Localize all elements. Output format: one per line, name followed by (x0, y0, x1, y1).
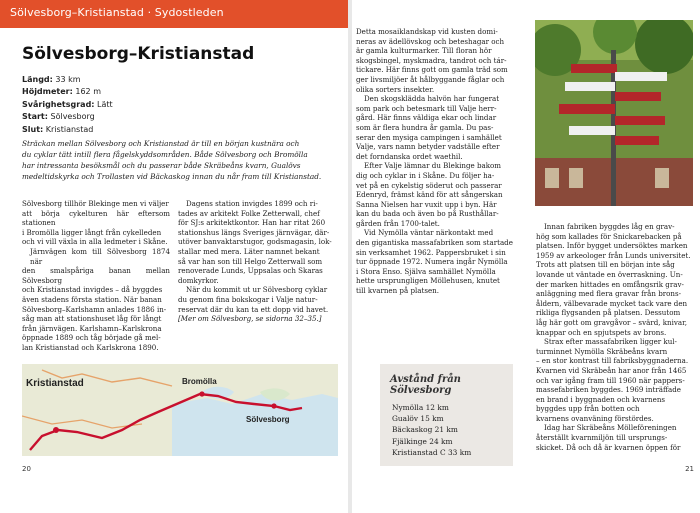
text-line: låg här gott om gravgåvor – svärd, knivar, (536, 317, 687, 327)
text-line: byggdes upp från botten och (536, 404, 640, 414)
photo-sign (565, 82, 615, 91)
body-column-2 (178, 199, 336, 324)
page-number: 20 (22, 465, 31, 473)
distance-item: Fjälkinge 24 km (392, 436, 453, 446)
article-title: Sölvesborg–Kristianstad (22, 44, 255, 64)
fact-value: Sölvesborg (50, 112, 95, 122)
intro-paragraph (22, 138, 328, 182)
city-marker (199, 391, 204, 396)
text-line: åldern, välbevarade mycket tack vare den (536, 298, 688, 308)
text-line: såg man att stationshuset låg för långt (22, 314, 162, 324)
section-header-bar (0, 0, 348, 28)
text-line: hette ursprungligen Möllehusen, knutet (356, 276, 500, 286)
text-line: och Kristianstad invigdes – då byggdes (22, 285, 163, 295)
text-line: rikliga flygsanden på platsen. Dessutom (536, 308, 681, 318)
text-line: Strax efter massafabriken ligger kul- (544, 337, 677, 347)
photo-sign (571, 64, 617, 73)
text-line: serar den mysiga campingen i samhället (356, 132, 502, 142)
text-line: Detta mosaiklandskap vid kusten domi- (356, 27, 498, 36)
fact-row (22, 74, 113, 86)
text-line: hög som kallades för Snickarebacken på (536, 231, 682, 241)
text-line: även stadens första station. När banan (22, 294, 162, 304)
fact-label: Slut: (22, 124, 44, 134)
text-line: der marken hittades en omfångsrik grav- (536, 279, 684, 289)
text-line: Kvarnen vid Skräbeån har anor från 1465 (536, 365, 687, 375)
text-line: Sölvesborg tillhör Blekinge men vi väljer (22, 199, 169, 208)
intro-line: du cyklar tätt intill flera fågelskyddsområden. Både Sölvesborg och Bromölla (22, 150, 308, 159)
text-line: Sanna Nielsen har vuxit upp i byn. Här (356, 199, 497, 209)
text-line: återställt kvarnmiljön till ursprungs- (536, 433, 668, 443)
fact-row (22, 86, 113, 98)
text-line: du genom fina bokskogar i Valje natur- (178, 294, 318, 304)
distance-item: Nymölla 12 km (392, 403, 449, 412)
text-line: massefabriken byggdes. 1969 inträffade (536, 385, 681, 395)
text-line: Järnvägen kom till Sölvesborg 1874 när (30, 246, 170, 266)
intro-line: har intressanta besöksmål och du passerar både Skräbeåns kvarn, Gualövs (22, 161, 301, 170)
text-line: lovande ut väntade en överraskning. Un- (536, 269, 683, 279)
map-label-bromolla: Bromölla (182, 377, 217, 386)
body-column-1 (22, 199, 170, 353)
fact-row (22, 111, 113, 123)
photo-sign (569, 126, 615, 135)
text-line: Trots att platsen till en början inte såg (536, 260, 675, 270)
map-label-solvesborg: Sölvesborg (246, 415, 290, 424)
city-marker (271, 403, 276, 408)
photo-sign (615, 92, 661, 101)
text-line: tur öppnade 1972. Numera ingår Nymölla (356, 257, 508, 267)
text-line: dig och cyklar in i Skåne. Du följer ha- (356, 170, 495, 180)
text-line: den smalspåriga banan mellan Sölvesborg (22, 266, 170, 285)
fact-value: Lätt (97, 99, 113, 109)
right-page (352, 0, 700, 513)
text-line: neras av ädellövskog och beteshagar och (356, 36, 505, 46)
fact-label: Svårighetsgrad: (22, 99, 95, 109)
text-line: olika sorters insekter. (356, 84, 435, 94)
fact-label: Start: (22, 112, 48, 122)
map-label-kristianstad: Kristianstad (26, 378, 84, 389)
intro-line: Sträckan mellan Sölvesborg och Kristianstad är till en början kustnära och (22, 139, 300, 148)
city-marker (53, 427, 59, 433)
photo-window (569, 168, 583, 188)
text-line: Idag har Skräbeåns Mölleföreningen (544, 423, 677, 433)
route-map-svg (22, 364, 338, 456)
text-line: [Mer om Sölvesborg, se sidorna 32–35.] (178, 314, 322, 324)
text-line: att börja cykelturen här eftersom stationen (22, 208, 170, 228)
text-line: från järnvägen. Karlshamn–Karlskrona (22, 323, 162, 333)
photo-sign (615, 116, 665, 125)
text-line: utöver banvaktarstugor, godsmagasin, lok- (178, 237, 332, 247)
text-line: tickare. Här finns gott om gamla träd som (356, 65, 508, 75)
left-page (0, 0, 348, 513)
text-line: som är flera hundra år gamla. Du pas- (356, 122, 494, 132)
text-line: platsen. Inför bygget undersöktes marken (536, 241, 688, 251)
text-line: Sölvesborg–Karlshamn anlades 1886 in- (22, 304, 167, 314)
text-line: – en stor kontrast till fabriksbyggnaderna. (536, 356, 689, 366)
text-line: och vi vill växla in alla ledmeter i Skåne. (22, 237, 168, 247)
body-column-1 (356, 27, 520, 296)
photo-sign (615, 136, 659, 145)
text-line: som park och betesmark till Valje herr- (356, 103, 497, 113)
text-line: reservat där du kan ta ett dopp vid havet. (178, 304, 329, 314)
text-line: stationshus längs Sveriges järnvägar, där- (178, 227, 330, 237)
distance-item: Gualöv 15 km (392, 414, 444, 424)
text-line: stallar med mera. Läter namnet bekant (178, 246, 320, 256)
text-line: renoverade Lunds, Uppsalas och Skaras (178, 266, 323, 276)
text-line: den gigantiska massafabriken som startade (356, 238, 513, 248)
text-line: sin verksamhet 1962. Pappersbruket i sin (356, 247, 506, 257)
text-line: kvarnens ovanväning förstördes. (536, 413, 654, 423)
text-line: skicket. Då och då är kvarnen öppen för (536, 442, 681, 452)
section-header-title: Sölvesborg–Kristianstad · Sydostleden (10, 6, 224, 19)
text-line: lan Kristianstad och Karlskrona 1890. (22, 342, 159, 352)
text-line: i Stora Enso. Själva samhället Nymölla (356, 266, 496, 276)
intro-line: medeltidskyrka och Trollasten vid Bäckaskog innan du når fram till Kristianstad. (22, 172, 322, 181)
fact-row (22, 99, 113, 111)
text-line: 1959 av arkeologer från Lunds universitet. (536, 250, 691, 260)
text-line: Den skogsklädda halvön har fungerat (364, 94, 500, 104)
fact-value: 33 km (55, 75, 81, 84)
fact-label: Längd: (22, 75, 53, 84)
text-line: är gamla kulturmarker. Till floran hör (356, 46, 492, 56)
text-line: Innan fabriken byggdes låg en grav- (544, 222, 675, 231)
text-line: Edenryd, främst känd för att sångerskan (356, 190, 503, 200)
distance-list (392, 402, 471, 458)
signpost-photo-svg (535, 20, 693, 206)
text-line: till kvarnen på platsen. (356, 286, 440, 296)
text-line: När du kommit ut ur Sölvesborg cyklar (186, 285, 328, 295)
text-line: Valje, vars namn betyder vadställe efter (356, 142, 500, 152)
text-line: gård. Här finns väldiga ekar och lindar (356, 113, 497, 123)
text-line: gården från 1700-talet. (356, 218, 440, 228)
text-line: Vid Nymölla väntar närkontakt med (364, 228, 494, 238)
distance-box-title: Avstånd från Sölvesborg (390, 374, 461, 396)
distance-item: Kristianstad C 33 km (392, 447, 472, 457)
fact-value: 162 m (75, 87, 101, 97)
photo-sign (615, 72, 667, 81)
text-line: det forndanska ordet waethil. (356, 151, 463, 161)
route-map (22, 364, 338, 456)
text-line: öppnade 1889 och tåg började gå mel- (22, 333, 161, 343)
photo-sign (559, 104, 615, 114)
text-line: tades av arkitekt Folke Zetterwall, chef (178, 208, 320, 218)
text-line: och var igång fram till 1960 när pappers- (536, 375, 685, 385)
text-line: Efter Valje lämnar du Blekinge bakom (364, 161, 502, 171)
distance-item: Bäckaskog 21 km (392, 425, 458, 435)
route-facts (22, 74, 113, 136)
text-line: anläggning med flera gravar från brons- (536, 289, 682, 299)
page-number: 21 (685, 465, 694, 473)
body-column-2 (536, 222, 696, 452)
fact-row (22, 124, 113, 136)
text-line: turminnet Nymölla Skräbeåns kvarn (536, 346, 668, 356)
photo-window (655, 168, 669, 188)
text-line: i Bromölla ligger långt från cykelleden (22, 227, 162, 237)
signpost-photo (535, 20, 693, 206)
text-line: vet på en cykelstig söderut och passerar (356, 180, 502, 190)
text-line: knappar och en spjutspets av brons. (536, 327, 667, 337)
text-line: kan du bada och även bo på Rusthållar- (356, 209, 499, 219)
text-line: Dagens station invigdes 1899 och ri- (186, 199, 318, 208)
text-line: för SJ:s arkitektkontor. Han har ritat 260 (178, 218, 326, 228)
text-line: skogsbingel, myskmadra, tandrot och tár- (356, 55, 507, 65)
text-line: domkyrkor. (178, 275, 219, 285)
distance-box (380, 364, 513, 466)
text-line: ger livsmiljöer åt hålbyggande fåglar och (356, 74, 505, 84)
text-line: så var han son till Helgo Zetterwall som (178, 256, 323, 266)
text-line: en brand i byggnaden och kvarnens (536, 394, 666, 404)
fact-value: Kristianstad (45, 124, 94, 134)
fact-label: Höjdmeter: (22, 87, 73, 97)
photo-window (545, 168, 559, 188)
